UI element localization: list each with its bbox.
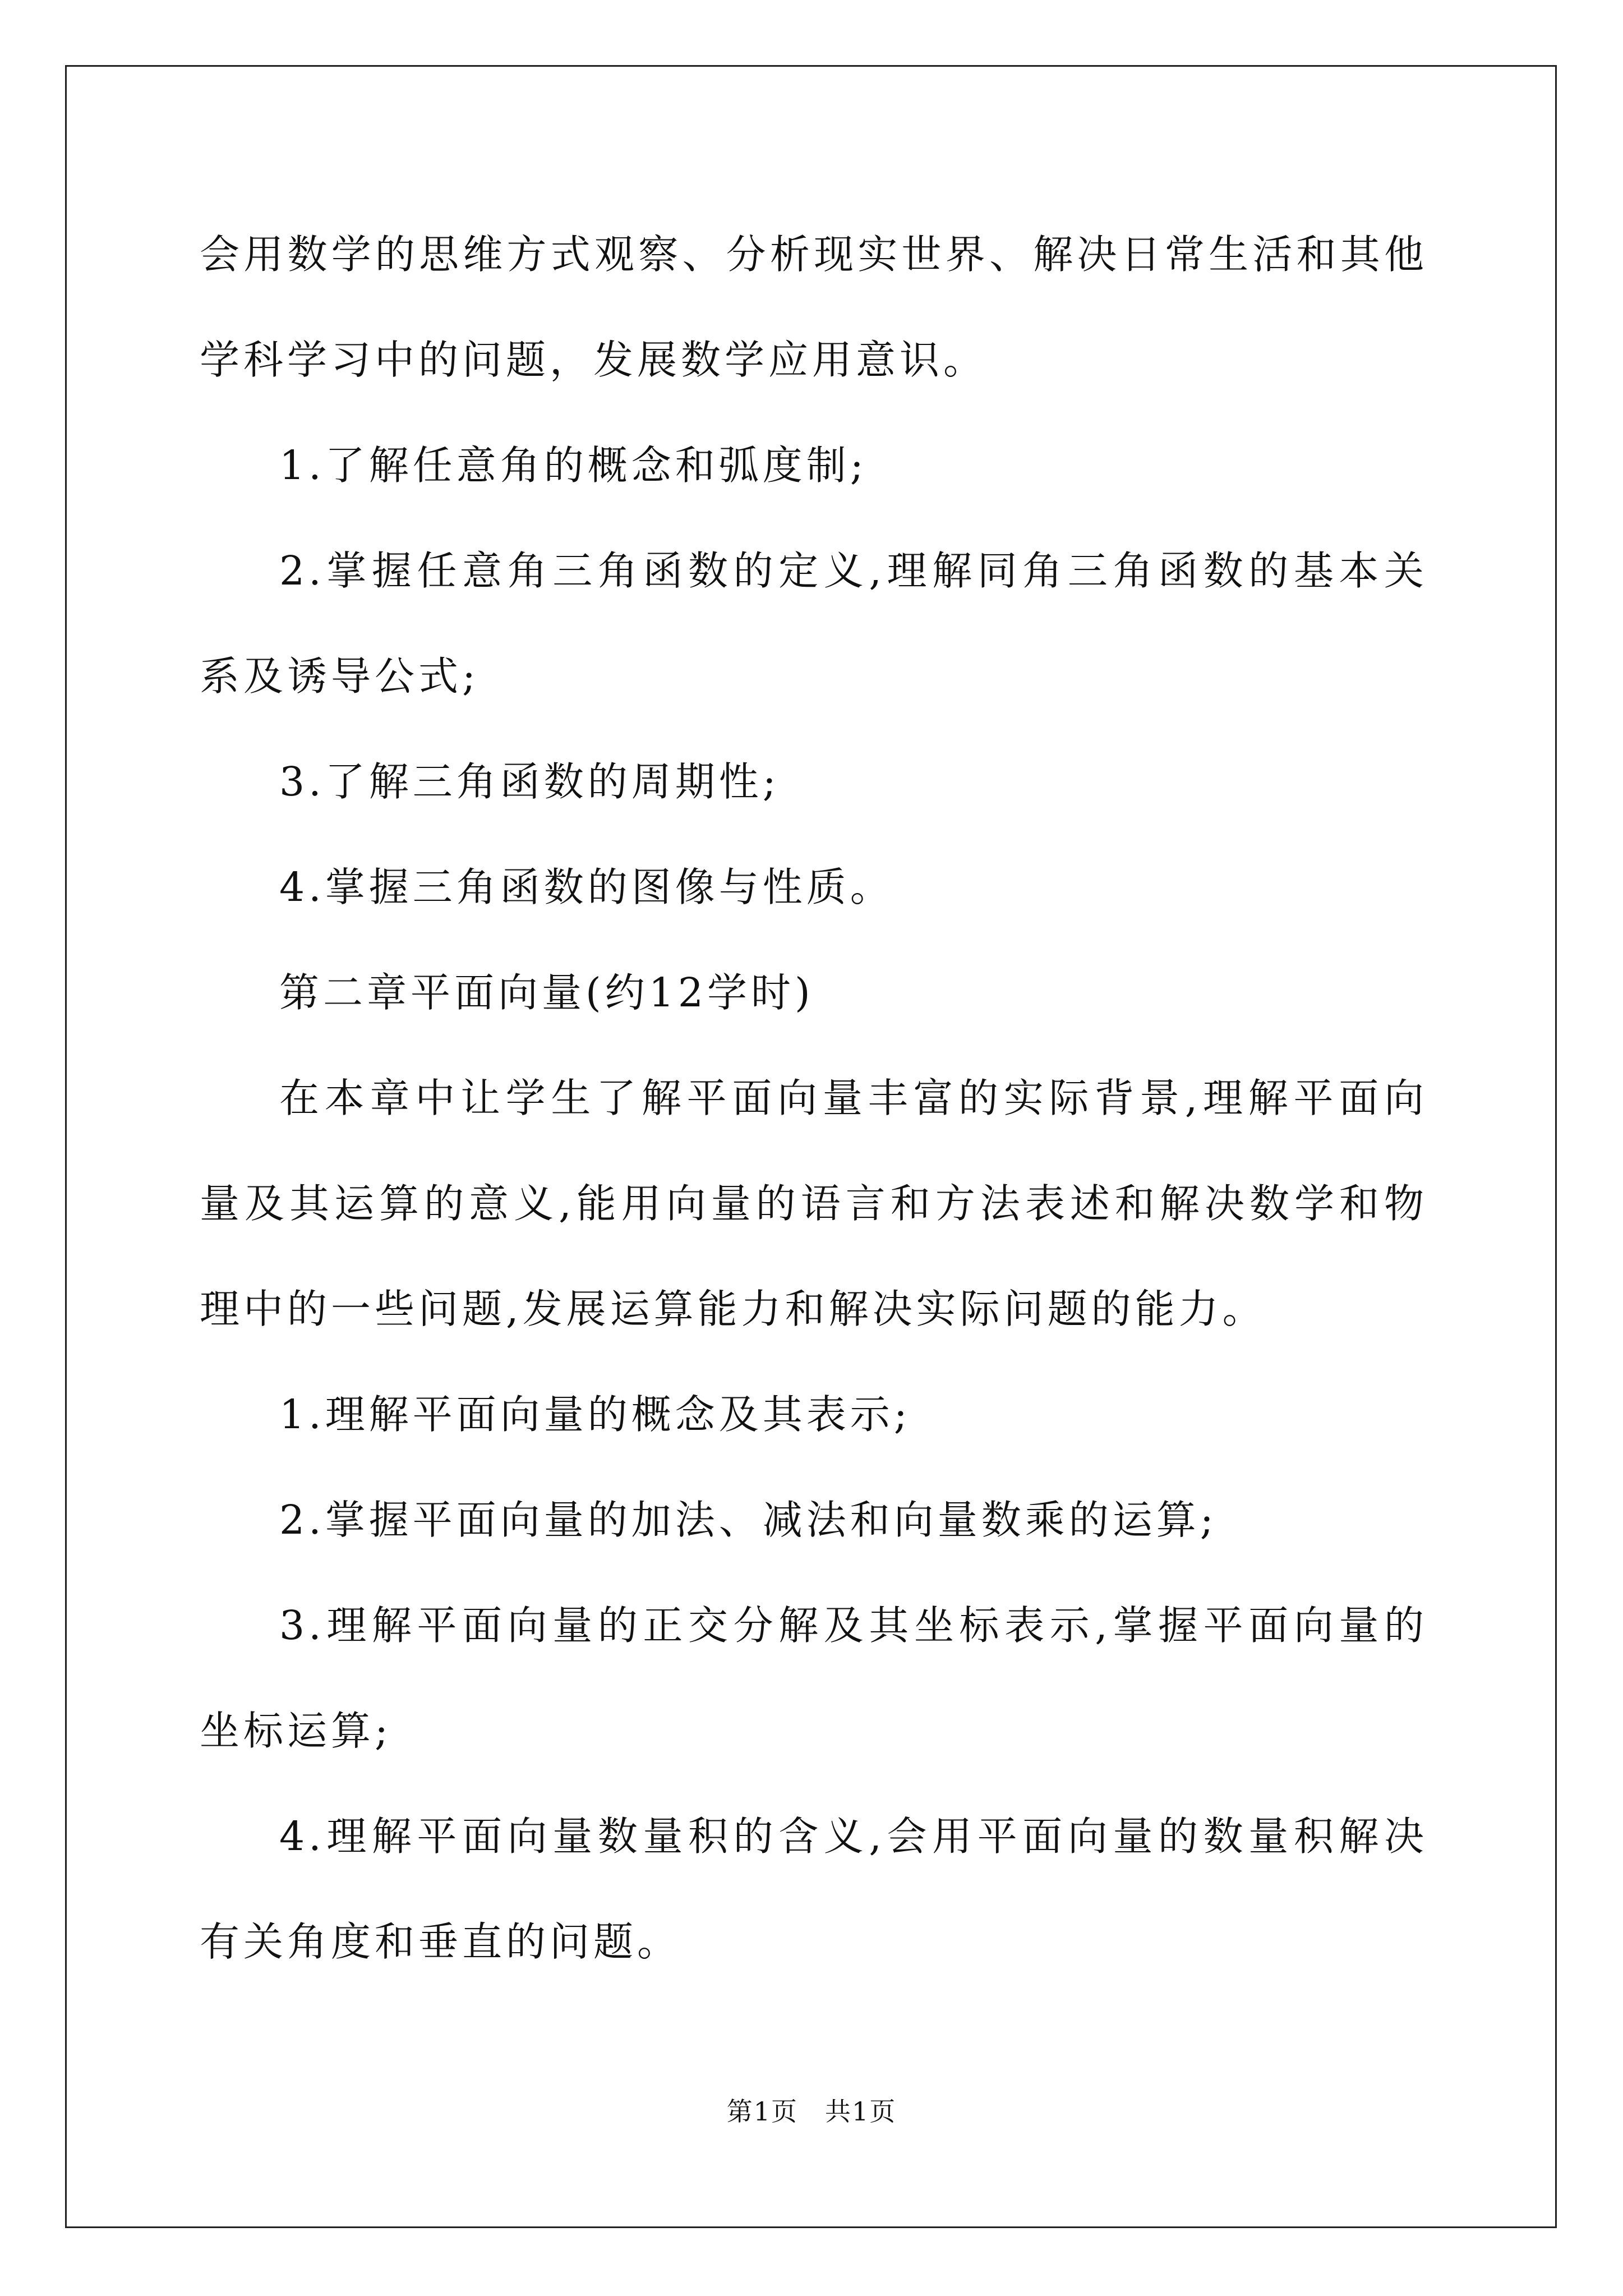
list-item-vector-operations: 2.掌握平面向量的加法、减法和向量数乘的运算; [279, 1497, 1218, 1543]
chapter-heading-plane-vectors: 第二章平面向量(约12学时) [279, 969, 814, 1016]
document-body [200, 202, 1428, 1995]
list-item-trig-periodicity: 3.了解三角函数的周期性; [279, 758, 780, 805]
page-number-footer: 第1页 共1页 [726, 2096, 897, 2127]
list-item-vector-concept: 1.理解平面向量的概念及其表示; [279, 1391, 911, 1438]
list-item-vector-coordinates: 3.理解平面向量的正交分解及其坐标表示,掌握平面向量的坐标运算; [200, 1602, 1428, 1754]
list-item-angle-concept: 1.了解任意角的概念和弧度制; [279, 442, 868, 489]
paragraph-intro-continuation: 会用数学的思维方式观察、分析现实世界、解决日常生活和其他学科学习中的问题，发展数学应用意识。 [200, 231, 1428, 383]
list-item-trig-graphs: 4.掌握三角函数的图像与性质。 [279, 864, 894, 910]
paragraph-chapter-intro: 在本章中让学生了解平面向量丰富的实际背景,理解平面向量及其运算的意义,能用向量的语言和方法表述和解决数学和物理中的一些问题,发展运算能力和解决实际问题的能力。 [200, 1075, 1428, 1332]
list-item-trig-definition: 2.掌握任意角三角函数的定义,理解同角三角函数的基本关系及诱导公式; [200, 547, 1428, 700]
list-item-dot-product: 4.理解平面向量数量积的含义,会用平面向量的数量积解决有关角度和垂直的问题。 [200, 1813, 1428, 1965]
